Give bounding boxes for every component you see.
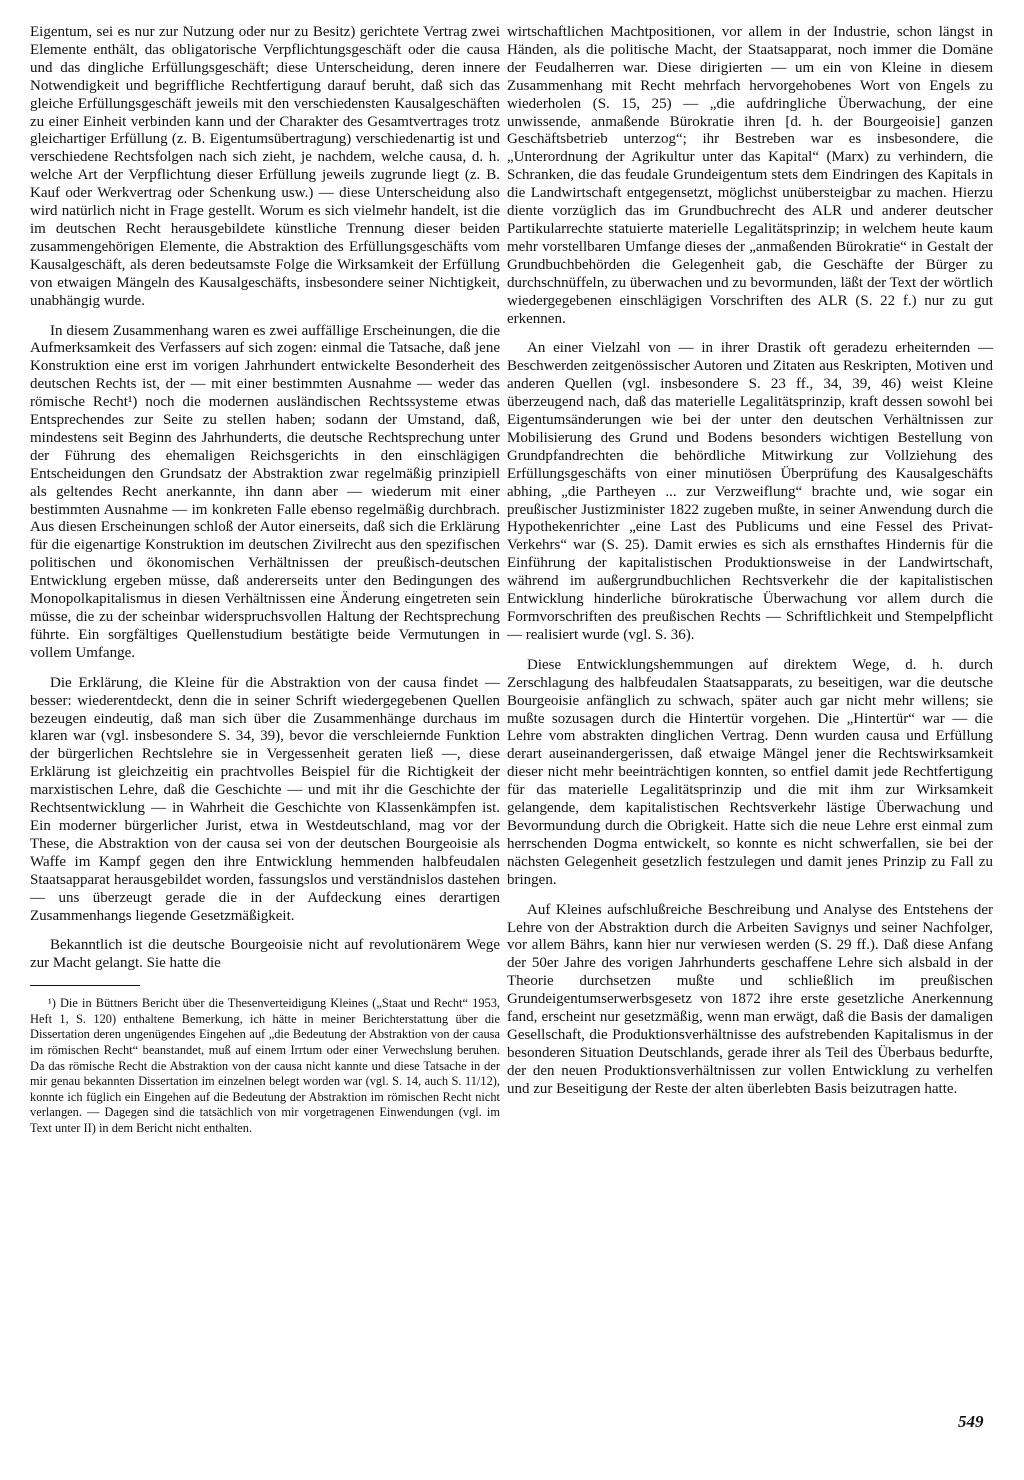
page-number: 549	[958, 1412, 984, 1431]
paragraph: wirtschaftlichen Machtpositionen, vor allem in der Industrie, schon längst in Händen, als die politische Macht, der Staatsapparat, noch immer die Domäne der Feudalherren war. Diese dirigierten — um ein von Kleine in diesem Zusammenhang mit Recht mehrfach hervorgehobenes Wort von Engels zu wiederholen (S. 15, 25) — „die aufdringliche Überwachung, der eine unwissende, anmaßende Bürokratie ihren [d. h. der Bourgeoisie] ganzen Geschäftsbetrieb unterzog“; ihr Bestreben war es insbesondere, die „Unterordnung der Agrikultur unter das Kapital“ (Marx) zu verhindern, die Schranken, die das feudale Grundeigentum stets dem Eindringen des Kapitals in die Landwirtschaft entgegensetzt, möglichst unübersteigbar zu machen. Hierzu diente vorzüglich das im Grundbuchrecht des ALR und anderer deutscher Partikularrechte statuierte materielle Legalitätsprinzip; in welchem heute kaum mehr vorstellbaren Umfange dieses der „anmaßenden Bürokratie“ in Gestalt der Grundbuchbehörden die Gelegenheit gab, die Geschäfte der Bürger zu durchschnüffeln, zu überwachen und zu bevormunden, läßt der Text der wörtlich wiedergegebenen einschlägigen Vorschriften des ALR (S. 22 f.) nur zu gut erkennen.	[507, 24, 993, 327]
paragraph: Bekanntlich ist die deutsche Bourgeoisie nicht auf revolutionärem Wege zur Macht gelangt. Sie hatte die	[30, 937, 500, 972]
footnote: ¹) Die in Büttners Bericht über die Thesenverteidigung Kleines („Staat und Recht“ 1953, Heft 1, S. 120) enthaltene Bemerkung, ich hätte in meiner Berichterstattung über die Dissertation deren ungenügendes Eingehen auf „die Bedeutung der Abstraktion von der causa im römischen Recht“ beanstandet, muß auf einem Irrtum oder einer Verwechslung beruhen. Da das römische Recht die Abstraktion von der causa nicht kannte und diese Tatsache in der mir genau bekannten Dissertation im einzelnen belegt worden war (vgl. S. 14, auch S. 11/12), konnte ich füglich ein Eingehen auf die Bedeutung der Abstraktion im römischen Recht nicht verlangen. — Dagegen sind die tatsächlich von mir vorgetragenen Einwendungen (vgl. im Text unter II) in dem Bericht nicht enthalten.	[30, 996, 500, 1135]
paragraph: Auf Kleines aufschlußreiche Beschreibung und Analyse des Entstehens der Lehre von der Abstraktion durch die Arbeiten Savignys und seiner Nachfolger, vor allem Bährs, kann hier nur verwiesen werden (S. 29 ff.). Daß diese Anfang der 50er Jahre des vorigen Jahrhunderts geschaffene Lehre sich alsbald in der Theorie durchsetzen mußte und schließlich im preußischen Grundeigentumserwerbsgesetz von 1872 ihre erste gesetzliche Anerkennung fand, erscheint nur gesetzmäßig, wenn man erwägt, daß die Basis der damaligen Gesellschaft, die Produktionsverhältnisse des aufstrebenden Kapitalismus in der besonderen Situation Deutschlands, gerade ihrer als Teil des Überbaus bedurfte, der den neuen Produktionsverhältnissen zur vollen Entwicklung zu verhelfen und zur Beseitigung der Reste der alten überlebten Basis beizutragen hatte.	[507, 901, 993, 1097]
paragraph: Die Erklärung, die Kleine für die Abstraktion von der causa findet — besser: wiederentdeckt, denn die in seiner Schrift wiedergegebenen Quellen bezeugen eindeutig, daß man sich über die Zusammenhänge durchaus im klaren war (vgl. insbesondere S. 34, 39), bevor die verschleiernde Funktion der bürgerlichen Rechtslehre sie in Vergessenheit geraten ließ —, diese Erklärung ist gleichzeitig ein prachtvolles Beispiel für die Richtigkeit der marxistischen Lehre, daß die Geschichte — und mit ihr die Geschichte der Rechtsentwicklung — in Wahrheit die Geschichte von Klassenkämpfen ist. Ein moderner bürgerlicher Jurist, etwa in Westdeutschland, mag vor der These, die Abstraktion von der causa sei von der deutschen Bourgeoisie als Waffe im Kampf gegen den ihre Entwicklung hemmenden halbfeudalen Staatsapparat herausgebildet worden, fassungslos und verständnislos dastehen — uns überzeugt gerade die in der Aufdeckung eines derartigen Zusammenhangs liegende Gesetzmäßigkeit.	[30, 674, 500, 924]
paragraph: Eigentum, sei es nur zur Nutzung oder nur zu Besitz) gerichtete Vertrag zwei Elemente enthält, das obligatorische Verpflichtungsgeschäft oder die causa und das dingliche Erfüllungsgeschäft; diese Unterscheidung, deren innere Notwendigkeit und begriffliche Rechtfertigung darauf beruht, daß sich das gleiche Erfüllungsgeschäft jeweils mit den verschiedensten Kausalgeschäften zu einer Einheit verbinden kann und der Charakter des Gesamtvertrages trotz gleichartiger Erfüllung (z. B. Eigentumsübertragung) verschiedenartig ist und verschiedene Rechtsfolgen nach sich zieht, je nachdem, welche causa, d. h. welche Art der Verpflichtung dieser Erfüllung jeweils zugrunde liegt (z. B. Kauf oder Werkvertrag oder Schenkung usw.) — diese Unterscheidung also wird natürlich nicht in Frage gestellt. Worum es sich vielmehr handelt, ist die im deutschen Recht herausgebildete künstliche Trennung dieser beiden zusammengehörigen Elemente, die Abstraktion des Erfüllungsgeschäfts vom Kausalgeschäft, als deren bedeutsamste Folge die Wirksamkeit der Erfüllung von etwaigen Mängeln des Kausalgeschäfts, insbesondere seiner Nichtigkeit, unabhängig wurde.	[30, 24, 500, 309]
left-column	[30, 24, 500, 1137]
paragraph: An einer Vielzahl von — in ihrer Drastik oft geradezu erheiternden — Beschwerden zeitgenössischer Autoren und Zitaten aus Reskripten, Motiven und anderen Quellen (vgl. insbesondere S. 23 ff., 34, 39, 46) weist Kleine überzeugend nach, daß das materielle Legalitätsprinzip, kraft dessen sowohl bei Eigentumsänderungen wie bei der unter den deutschen Verhältnissen zur Mobilisierung des Grund und Bodens besonders wichtigen Bestellung von Grundpfandrechten die behördliche Mitwirkung zur Vollziehung des Erfüllungsgeschäfts von einer minutiösen Überprüfung des Kausalgeschäfts abhing, „die Partheyen ... zur Verzweiflung“ brachte und, wie sogar ein preußischer Justizminister 1822 zugeben mußte, in seiner Anwendung durch die Hypothekenrichter „eine Last des Publicums und eine Fessel des Privat-Verkehrs“ war (S. 25). Damit erwies es sich als ernsthaftes Hindernis für die Einführung der kapitalistischen Produktionsweise in der Landwirtschaft, während im außergrundbuchlichen Rechtsverkehr die der kapitalistischen Entwicklung hinderliche bürokratische Überwachung vor allem durch die Formvorschriften des preußischen Rechts — Schriftlichkeit und Stempelpflicht — realisiert wurde (vgl. S. 36).	[507, 340, 993, 643]
paragraph: In diesem Zusammenhang waren es zwei auffällige Erscheinungen, die die Aufmerksamkeit des Verfassers auf sich zogen: einmal die Tatsache, daß jene Konstruktion eine erst im vorigen Jahrhundert entwickelte Besonderheit des deutschen Rechts ist, der — mit einer bestimmten Ausnahme — weder das römische Recht¹) noch die modernen ausländischen Rechtssysteme etwas Entsprechendes zur Seite zu stellen haben; sodann der Umstand, daß, mindestens seit Beginn des Jahrhunderts, die deutsche Rechtsprechung unter der Führung des ehemaligen Reichsgerichts in den einschlägigen Entscheidungen den Grundsatz der Abstraktion zwar regelmäßig prinzipiell als geltendes Recht anerkannte, ihn dann aber — wiederum mit einer bestimmten Ausnahme — im konkreten Falle ebenso regelmäßig durchbrach. Aus diesen Erscheinungen schloß der Autor einerseits, daß sich die Erklärung für die eigenartige Konstruktion im deutschen Zivilrecht aus den spezifischen politischen und ökonomischen Verhältnissen der preußisch-deutschen Entwicklung ergeben müsse, daß andererseits unter den Bedingungen des Monopolkapitalismus in diesen Verhältnissen eine Änderung eingetreten sein müsse, die zu der scheinbar widerspruchsvollen Haltung der Rechtsprechung führte. Ein sorgfältiges Quellenstudium bestätigte beide Vermutungen in vollem Umfange.	[30, 322, 500, 661]
paragraph: Diese Entwicklungshemmungen auf direktem Wege, d. h. durch Zerschlagung des halbfeudalen Staatsapparats, zu beseitigen, war die deutsche Bourgeoisie anfänglich zu schwach, später auch gar nicht mehr willens; sie mußte sozusagen durch die Hintertür vorgehen. Die „Hintertür“ war — die Lehre vom abstrakten dinglichen Vertrag. Denn wurden causa und Erfüllung derart auseinandergerissen, daß etwaige Mängel jener die Rechtswirksamkeit dieser nicht mehr beeinträchtigen konnten, so entfiel damit jede Rechtfertigung für das materielle Legalitätsprinzip und die mit ihm zur Wirksamkeit gelangende, dem kapitalistischen Rechtsverkehr lästige Überwachung und Bevormundung durch die Obrigkeit. Hatte sich die neue Lehre erst einmal zum herrschenden Dogma entwickelt, so konnte es nicht schwerfallen, sie bei der nächsten Gelegenheit gesetzlich festzulegen und damit jenes Prinzip zu Fall zu bringen.	[507, 656, 993, 888]
right-column	[507, 24, 993, 1111]
footnote-divider	[30, 985, 140, 986]
